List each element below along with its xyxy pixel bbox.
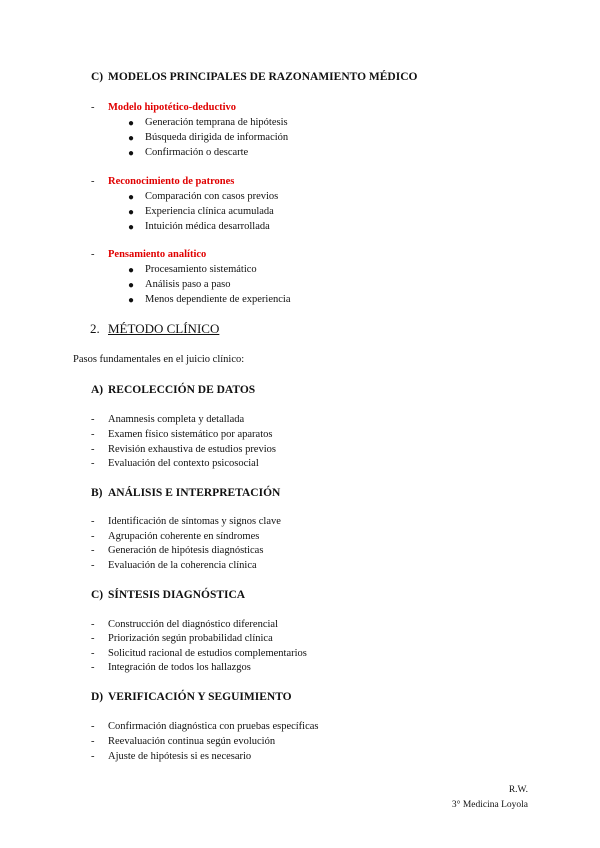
step-item: Agrupación coherente en síndromes	[108, 531, 260, 542]
step-letter: B)	[91, 487, 103, 499]
step-letter: D)	[91, 691, 104, 703]
step-item: Priorización según probabilidad clínica	[108, 633, 273, 644]
step-letter: A)	[91, 384, 104, 396]
dash-marker: -	[91, 531, 95, 542]
section-c-letter: C)	[91, 71, 104, 83]
dash-marker: -	[91, 458, 95, 469]
dash-marker: -	[91, 560, 95, 571]
model-item: Comparación con casos previos	[145, 191, 279, 202]
dash-marker: -	[91, 249, 95, 260]
dash-marker: -	[91, 751, 95, 762]
dash-marker: -	[91, 545, 95, 556]
step-item: Solicitud racional de estudios complementarios	[108, 648, 307, 659]
step-item: Revisión exhaustiva de estudios previos	[108, 444, 276, 455]
model-item: Generación temprana de hipótesis	[145, 117, 288, 128]
step-title: VERIFICACIÓN Y SEGUIMIENTO	[108, 691, 292, 703]
step-letter: C)	[91, 589, 104, 601]
section-2-number: 2.	[90, 321, 100, 336]
model-item: Confirmación o descarte	[145, 147, 249, 158]
model-item: Menos dependiente de experiencia	[145, 294, 291, 305]
step-title: ANÁLISIS E INTERPRETACIÓN	[108, 487, 281, 499]
model-title: Pensamiento analítico	[108, 249, 207, 260]
bullet-marker: ●	[128, 207, 135, 218]
footer-course: 3° Medicina Loyola	[451, 800, 528, 810]
dash-marker: -	[91, 102, 95, 113]
step-item: Examen físico sistemático por aparatos	[108, 429, 273, 440]
bullet-marker: ●	[128, 118, 135, 129]
model-title: Reconocimiento de patrones	[108, 176, 235, 187]
section-2-title: MÉTODO CLÍNICO	[108, 321, 220, 336]
step-item: Construcción del diagnóstico diferencial	[108, 619, 278, 630]
bullet-marker: ●	[128, 295, 135, 306]
bullet-marker: ●	[128, 192, 135, 203]
dash-marker: -	[91, 414, 95, 425]
step-title: SÍNTESIS DIAGNÓSTICA	[108, 589, 246, 601]
dash-marker: -	[91, 619, 95, 630]
step-title: RECOLECCIÓN DE DATOS	[108, 384, 256, 396]
step-item: Ajuste de hipótesis si es necesario	[108, 751, 252, 762]
model-item: Análisis paso a paso	[145, 279, 231, 290]
step-item: Evaluación de la coherencia clínica	[108, 560, 257, 571]
model-item: Experiencia clínica acumulada	[145, 206, 274, 217]
bullet-marker: ●	[128, 265, 135, 276]
dash-marker: -	[91, 516, 95, 527]
section-c-heading: MODELOS PRINCIPALES DE RAZONAMIENTO MÉDICO	[108, 71, 418, 83]
model-item: Procesamiento sistemático	[145, 264, 257, 275]
dash-marker: -	[91, 721, 95, 732]
step-item: Reevaluación continua según evolución	[108, 736, 276, 747]
bullet-marker: ●	[128, 133, 135, 144]
section-2-intro: Pasos fundamentales en el juicio clínico:	[73, 354, 245, 365]
dash-marker: -	[91, 662, 95, 673]
dash-marker: -	[91, 648, 95, 659]
dash-marker: -	[91, 429, 95, 440]
dash-marker: -	[91, 633, 95, 644]
footer-initials: R.W.	[508, 785, 528, 795]
step-item: Generación de hipótesis diagnósticas	[108, 545, 264, 556]
section-2-title-wrap	[108, 321, 219, 337]
bullet-marker: ●	[128, 280, 135, 291]
step-item: Confirmación diagnóstica con pruebas específicas	[108, 721, 319, 732]
step-item: Anamnesis completa y detallada	[108, 414, 245, 425]
dash-marker: -	[91, 176, 95, 187]
dash-marker: -	[91, 444, 95, 455]
step-item: Integración de todos los hallazgos	[108, 662, 251, 673]
dash-marker: -	[91, 736, 95, 747]
step-item: Evaluación del contexto psicosocial	[108, 458, 259, 469]
model-item: Intuición médica desarrollada	[145, 221, 270, 232]
bullet-marker: ●	[128, 222, 135, 233]
model-item: Búsqueda dirigida de información	[145, 132, 289, 143]
bullet-marker: ●	[128, 148, 135, 159]
model-title: Modelo hipotético-deductivo	[108, 102, 237, 113]
step-item: Identificación de síntomas y signos clave	[108, 516, 281, 527]
